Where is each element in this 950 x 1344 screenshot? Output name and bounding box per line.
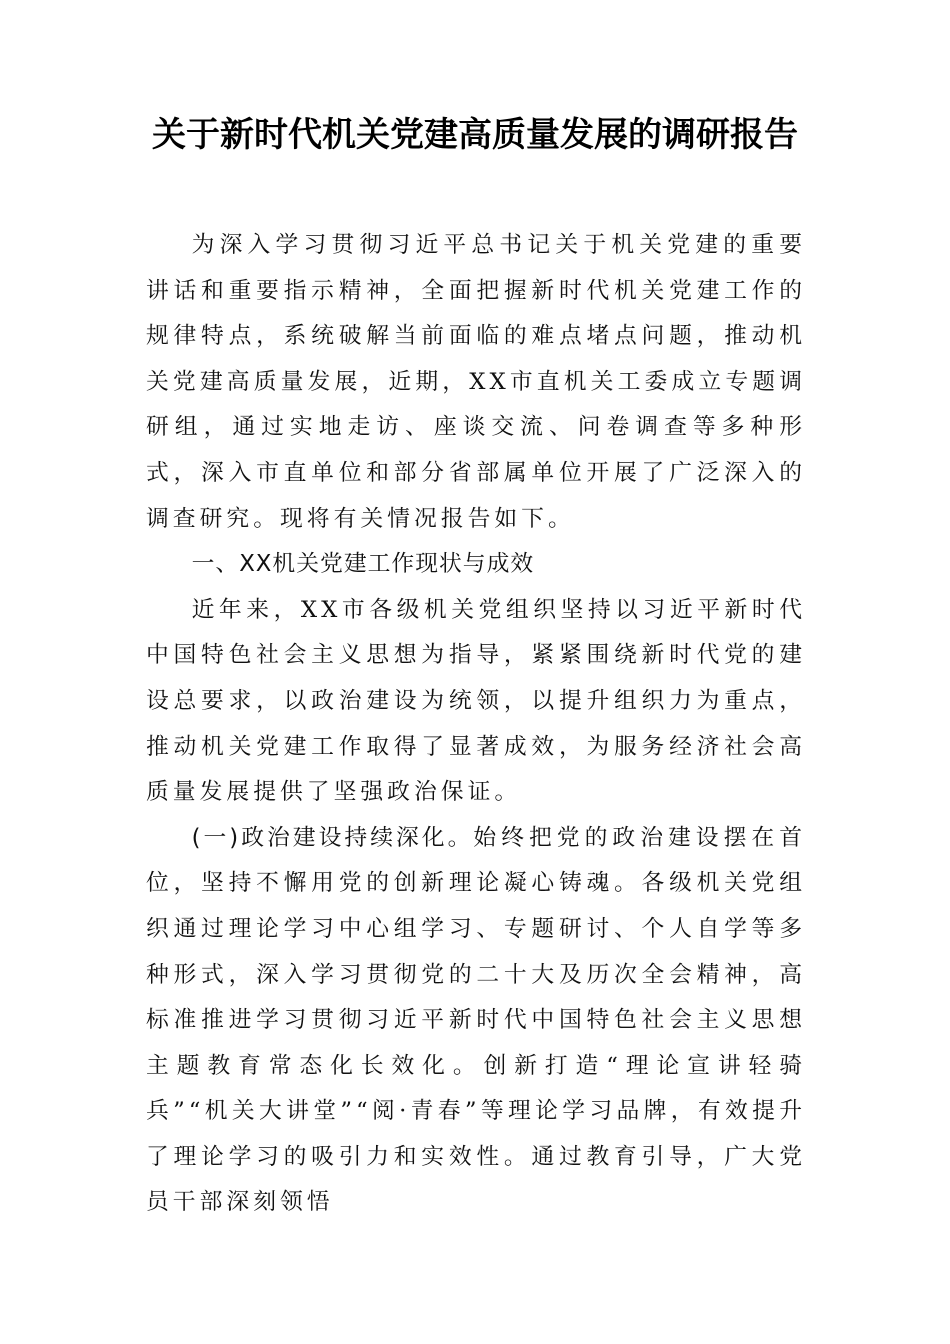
subsection-1-paragraph xyxy=(146,816,806,1226)
document-title: 关于新时代机关党建高质量发展的调研报告 xyxy=(152,115,798,155)
intro-paragraph: 为深入学习贯彻习近平总书记关于机关党建的重要讲话和重要指示精神，全面把握新时代机关党建工作的规律特点，系统破解当前面临的难点堵点问题，推动机关党建高质量发展，近期，XX市直机关工委成立专题调研组，通过实地走访、座谈交流、问卷调查等多种形式，深入市直单位和部分省部属单位开展了广泛深入的调查研究。现将有关情况报告如下。 xyxy=(146,232,806,532)
section-1-paragraph: 近年来，XX市各级机关党组织坚持以习近平新时代中国特色社会主义思想为指导，紧紧围绕新时代党的建设总要求，以政治建设为统领，以提升组织力为重点，推动机关党建工作取得了显著成效，为服务经济社会高质量发展提供了坚强政治保证。 xyxy=(146,596,806,806)
subsection-1-heading: (一)政治建设持续深化。 xyxy=(191,824,474,851)
document-body xyxy=(146,223,806,1226)
subsection-1-text: 始终把党的政治建设摆在首位，坚持不懈用党的创新理论凝心铸魂。各级机关党组织通过理论学习中心组学习、专题研讨、个人自学等多种形式，深入学习贯彻党的二十大及历次全会精神，高标准推进学习贯彻习近平新时代中国特色社会主义思想主题教育常态化长效化。创新打造“理论宣讲轻骑兵”“机关大讲堂”“阅·青春”等理论学习品牌，有效提升了理论学习的吸引力和实效性。通过教育引导，广大党员干部深刻领悟 xyxy=(146,824,807,1216)
section-heading-1: 一、XX机关党建工作现状与成效 xyxy=(191,551,535,578)
